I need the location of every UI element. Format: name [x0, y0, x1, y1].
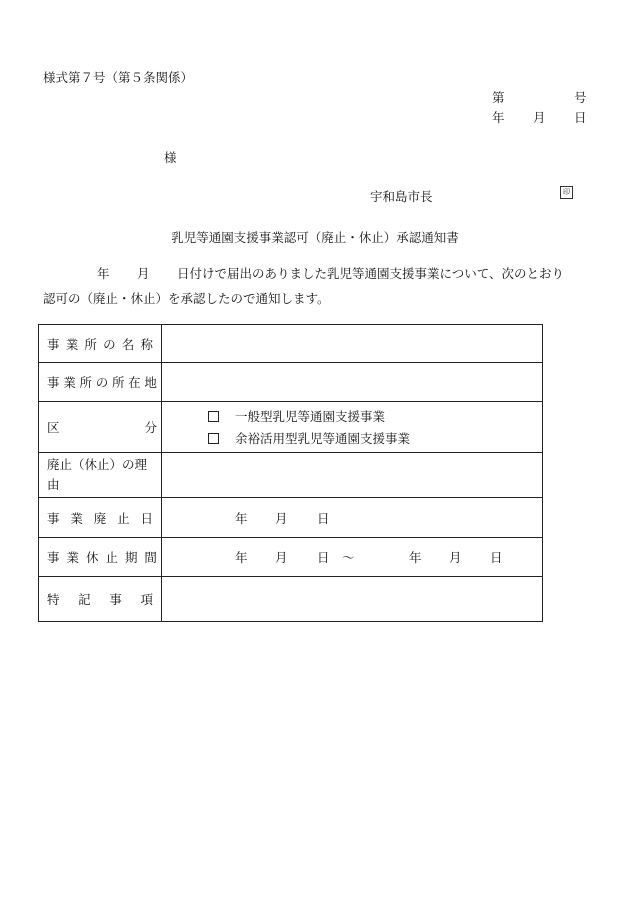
label-char: 地 — [144, 375, 157, 390]
reason-field[interactable] — [162, 453, 543, 498]
label-char: 所 — [111, 375, 125, 390]
closure-month: 月 — [275, 510, 288, 526]
label-char: 事 — [47, 510, 60, 526]
table-row-facility-name — [39, 325, 543, 363]
label-char: 業 — [66, 550, 79, 565]
doc-no-prefix: 第 — [492, 90, 505, 105]
label-char: 所 — [79, 375, 92, 390]
suspension-end-month: 月 — [449, 550, 462, 565]
suspension-start-year: 年 — [235, 550, 248, 565]
suspension-end-day: 日 — [490, 550, 503, 565]
form-number: 様式第７号（第５条関係） — [43, 70, 194, 85]
label-char: の — [103, 336, 116, 352]
checkbox-surplus[interactable] — [208, 433, 219, 444]
closure-day: 日 — [317, 510, 330, 526]
label-char: 業 — [63, 375, 76, 390]
facility-address-field[interactable] — [162, 363, 543, 402]
label-char: 事 — [47, 375, 60, 390]
label-char: 記 — [78, 592, 91, 607]
label-char: 区 — [47, 420, 60, 435]
document-title: 乳児等通園支援事業認可（廃止・休止）承認通知書 — [171, 230, 459, 245]
table-row-suspension-period — [39, 538, 543, 577]
facility-address-label — [39, 363, 162, 402]
table-row-facility-address — [39, 363, 543, 402]
issue-day: 日 — [574, 110, 587, 125]
category-option-surplus[interactable] — [162, 427, 542, 449]
body-month: 月 — [137, 266, 150, 281]
label-char: 分 — [144, 420, 157, 435]
addressee-suffix: 様 — [164, 150, 177, 165]
label-char: 事 — [47, 336, 60, 352]
label-char: 休 — [85, 550, 99, 565]
suspension-period-label — [39, 538, 162, 577]
table-row-reason — [39, 453, 543, 498]
body-year: 年 — [97, 266, 110, 281]
label-char: の — [95, 375, 109, 390]
suspension-start-day: 日 — [317, 550, 330, 565]
notification-table — [38, 324, 543, 622]
remarks-field[interactable] — [162, 577, 543, 622]
label-char: 事 — [109, 592, 122, 607]
label-char: 項 — [140, 592, 153, 607]
label-char: 所 — [84, 336, 97, 352]
label-char: 称 — [140, 336, 153, 352]
label-char: 廃 — [93, 510, 107, 526]
label-char: 止 — [117, 510, 130, 526]
issue-month: 月 — [533, 110, 546, 125]
label-char: 業 — [65, 336, 79, 352]
closure-year: 年 — [235, 510, 248, 526]
body-line2: 認可の（廃止・休止）を承認したので通知します。 — [43, 291, 330, 306]
remarks-label — [39, 577, 162, 622]
checkbox-general[interactable] — [208, 411, 219, 422]
option-label-general: 一般型乳児等通園支援事業 — [235, 409, 386, 424]
reason-label: 廃止（休止）の理由 — [39, 453, 162, 498]
label-char: 期 — [124, 550, 138, 565]
category-option-general[interactable] — [162, 405, 542, 427]
suspension-end-year: 年 — [409, 550, 422, 565]
facility-name-field[interactable] — [162, 325, 543, 363]
option-label-surplus: 余裕活用型乳児等通園支援事業 — [235, 431, 411, 446]
category-label — [39, 402, 162, 453]
suspension-start-month: 月 — [275, 550, 288, 565]
label-char: 事 — [47, 550, 60, 565]
facility-name-label — [39, 325, 162, 363]
closure-date-label — [39, 498, 162, 538]
label-char: 業 — [70, 510, 83, 526]
label-char: 日 — [140, 510, 153, 526]
table-row-remarks — [39, 577, 543, 622]
label-char: 名 — [121, 336, 135, 352]
body-line1: 日付けで届出のありました乳児等通園支援事業について、次のとおり — [177, 266, 565, 281]
table-row-closure-date — [39, 498, 543, 538]
doc-no-suffix: 号 — [574, 90, 587, 105]
suspension-period-field[interactable] — [162, 538, 543, 577]
closure-date-field[interactable] — [162, 498, 543, 538]
table-row-category — [39, 402, 543, 453]
seal-mark: 印 — [560, 186, 573, 199]
range-separator: ～ — [342, 550, 355, 565]
label-char: 止 — [105, 550, 118, 565]
label-char: 在 — [128, 375, 141, 390]
issuer-name: 宇和島市長 — [370, 189, 433, 204]
issue-year: 年 — [492, 110, 505, 125]
category-options — [162, 402, 543, 453]
label-char: 特 — [47, 592, 60, 607]
label-char: 間 — [144, 550, 157, 565]
